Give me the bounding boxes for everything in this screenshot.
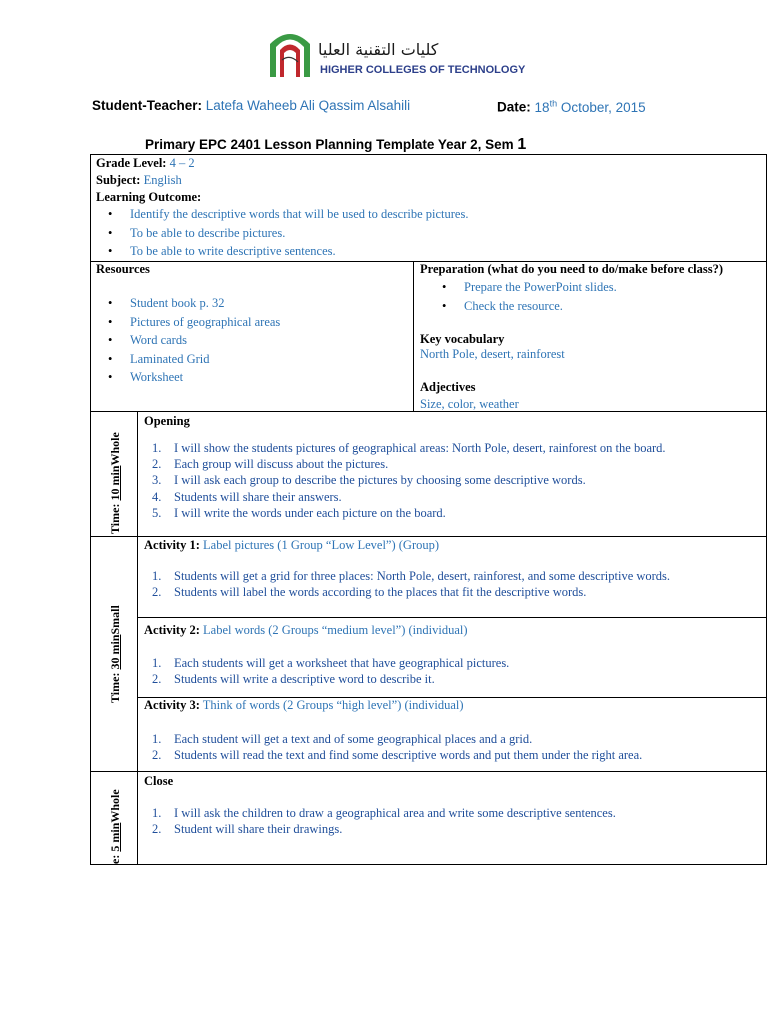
list-item: 1. Each student will get a text and of some geographical places and a grid.	[152, 732, 533, 746]
list-item: 5. I will write the words under each picture on the board.	[152, 505, 446, 520]
list-item: 1. Each students will get a worksheet that have geographical pictures.	[152, 656, 510, 670]
list-item: • To be able to write descriptive sentences.	[108, 244, 336, 258]
college-english-name: HIGHER COLLEGES OF TECHNOLOGY	[320, 64, 526, 76]
activity1-heading: Activity 1: Label pictures (1 Group “Low Level”) (Group)	[144, 538, 440, 552]
resources-list	[96, 294, 280, 387]
list-item: • Laminated Grid	[108, 351, 210, 366]
learning-outcome-label: Learning Outcome:	[96, 190, 202, 204]
key-vocabulary-label: Key vocabulary	[420, 332, 505, 346]
grade-level: Grade Level: 4 – 2	[96, 156, 195, 170]
date-label: Date:	[497, 99, 531, 115]
list-item: 3. I will ask each group to describe the pictures by choosing some descriptive words.	[152, 473, 586, 488]
page-title: Primary EPC 2401 Lesson Planning Template Year 2, Sem 1	[145, 136, 527, 153]
opening-list	[140, 440, 666, 521]
activities-time-label: Time: 30 minSmall	[108, 605, 122, 703]
subject: Subject: English	[96, 173, 182, 187]
preparation-label: Preparation (what do you need to do/make before class?)	[420, 262, 723, 276]
list-item: 1. I will ask the children to draw a geographical area and write some descriptive sentences.	[152, 806, 616, 820]
list-item: • To be able to describe pictures.	[108, 225, 286, 240]
student-teacher-line	[92, 98, 410, 113]
adjectives-label: Adjectives	[420, 380, 476, 394]
activity3-list	[140, 731, 642, 763]
list-item: 2. Each group will discuss about the pictures.	[152, 457, 389, 472]
college-arabic-name: كليات التقنية العليا	[318, 40, 439, 59]
key-vocabulary-value: North Pole, desert, rainforest	[420, 347, 565, 361]
list-item: • Pictures of geographical areas	[108, 314, 281, 329]
list-item: • Identify the descriptive words that will be used to describe pictures.	[108, 207, 469, 221]
preparation-list	[430, 278, 617, 315]
list-item: • Student book p. 32	[108, 296, 225, 310]
activity3-heading: Activity 3: Think of words (2 Groups “high level”) (individual)	[144, 698, 464, 712]
list-item: • Worksheet	[108, 370, 184, 384]
activity1-list	[140, 568, 670, 600]
list-item: 1. I will show the students pictures of geographical areas: North Pole, desert, rainforest on the board.	[152, 441, 666, 455]
list-item: 2. Students will label the words according to the places that fit the descriptive words.	[152, 585, 587, 600]
student-teacher-label: Student-Teacher:	[92, 98, 203, 113]
list-item: 2. Students will write a descriptive word to describe it.	[152, 672, 435, 687]
date-line	[497, 98, 646, 115]
list-item: 1. Students will get a grid for three places: North Pole, desert, rainforest, and some descriptive words.	[152, 569, 671, 583]
list-item: 4. Students will share their answers.	[152, 489, 342, 504]
opening-time-label: Time: 10 minWhole	[108, 432, 122, 534]
list-item: • Prepare the PowerPoint slides.	[442, 280, 617, 294]
date-value: 18th October, 2015	[534, 98, 646, 115]
list-item: • Word cards	[108, 333, 187, 347]
student-teacher-name: Latefa Waheeb Ali Qassim Alsahili	[205, 98, 411, 113]
list-item: • Check the resource.	[442, 298, 563, 313]
close-list	[140, 805, 616, 837]
list-item: 2. Students will read the text and find some descriptive words and put them under the right area.	[152, 748, 643, 763]
learning-outcome-list	[96, 205, 468, 261]
opening-label: Opening	[144, 414, 190, 428]
resources-label: Resources	[96, 262, 150, 276]
activity2-heading: Activity 2: Label words (2 Groups “medium level”) (individual)	[144, 623, 468, 637]
activity2-list	[140, 655, 509, 687]
adjectives-value: Size, color, weather	[420, 397, 519, 411]
close-time-label: e: 5 minWhole	[108, 789, 122, 864]
list-item: 2. Student will share their drawings.	[152, 822, 343, 837]
close-label: Close	[144, 774, 174, 788]
